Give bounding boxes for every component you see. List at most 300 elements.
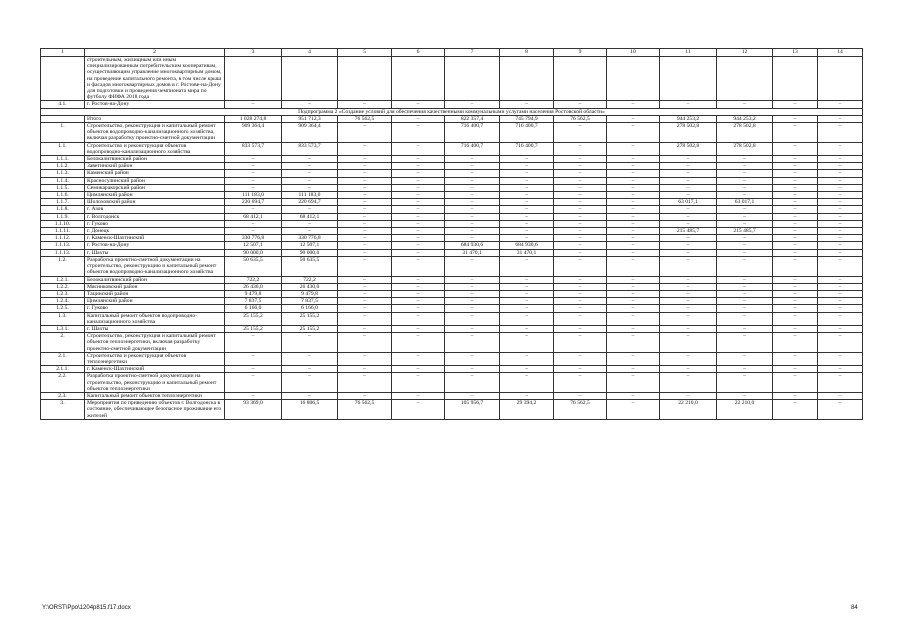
- value-cell: –: [554, 305, 607, 312]
- value-cell: –: [660, 373, 717, 393]
- value-cell: –: [773, 290, 818, 297]
- value-cell: 716 400,7: [445, 123, 500, 143]
- value-cell: –: [818, 283, 863, 290]
- row-label-cell: Красносулинский район: [85, 177, 225, 184]
- table-row: [41, 163, 863, 170]
- value-cell: –: [392, 228, 445, 235]
- value-cell: –: [338, 199, 392, 206]
- row-label-cell: Разработка проектно-сметной документации на строительство, реконструкцию и капитальный ремонт объектов водопроводно-канализационного хозяйства: [85, 256, 225, 276]
- row-number-cell: 1.2.4.: [41, 298, 85, 305]
- value-cell: –: [773, 199, 818, 206]
- value-cell: –: [338, 352, 392, 365]
- value-cell: –: [225, 163, 282, 170]
- value-cell: –: [607, 400, 660, 420]
- value-cell: –: [660, 192, 717, 199]
- value-cell: –: [660, 184, 717, 191]
- value-cell: –: [607, 392, 660, 399]
- value-cell: –: [818, 400, 863, 420]
- table-row: [41, 101, 863, 108]
- value-cell: –: [500, 156, 554, 163]
- row-number-cell: 1.2.2.: [41, 283, 85, 290]
- value-cell: –: [554, 101, 607, 108]
- value-cell: –: [338, 123, 392, 143]
- table-row: [41, 256, 863, 276]
- value-cell: –: [392, 249, 445, 256]
- value-cell: –: [660, 333, 717, 353]
- table-row: [41, 199, 863, 206]
- value-cell: –: [773, 333, 818, 353]
- value-cell: 93 369,0: [225, 400, 282, 420]
- value-cell: –: [445, 276, 500, 283]
- value-cell: 12 507,1: [225, 242, 282, 249]
- value-cell: –: [818, 101, 863, 108]
- value-cell: –: [282, 177, 338, 184]
- value-cell: 68 412,1: [225, 213, 282, 220]
- value-cell: –: [500, 366, 554, 373]
- value-cell: –: [500, 163, 554, 170]
- value-cell: –: [282, 228, 338, 235]
- value-cell: –: [500, 170, 554, 177]
- value-cell: 29 394,2: [500, 400, 554, 420]
- value-cell: –: [500, 184, 554, 191]
- value-cell: –: [660, 242, 717, 249]
- value-cell: –: [773, 276, 818, 283]
- value-cell: –: [660, 163, 717, 170]
- value-cell: –: [392, 283, 445, 290]
- value-cell: –: [607, 325, 660, 332]
- value-cell: –: [338, 392, 392, 399]
- value-cell: 1 028 274,8: [225, 115, 282, 122]
- value-cell: –: [338, 228, 392, 235]
- value-cell: –: [338, 235, 392, 242]
- column-header: 3: [225, 49, 282, 57]
- value-cell: –: [392, 400, 445, 420]
- value-cell: –: [607, 142, 660, 155]
- value-cell: –: [392, 213, 445, 220]
- value-cell: [660, 57, 717, 101]
- value-cell: –: [282, 156, 338, 163]
- value-cell: [607, 57, 660, 101]
- table-row: [41, 192, 863, 199]
- value-cell: –: [607, 163, 660, 170]
- value-cell: –: [660, 235, 717, 242]
- value-cell: –: [660, 249, 717, 256]
- value-cell: –: [392, 101, 445, 108]
- row-number-cell: 3.: [41, 400, 85, 420]
- row-label-cell: Капитальный ремонт объектов водопроводно-канализационного хозяйства: [85, 312, 225, 325]
- value-cell: –: [554, 283, 607, 290]
- value-cell: 684 930,6: [445, 242, 500, 249]
- value-cell: –: [445, 163, 500, 170]
- value-cell: –: [392, 115, 445, 122]
- value-cell: –: [445, 213, 500, 220]
- value-cell: –: [445, 206, 500, 213]
- row-number-cell: 1.1.9.: [41, 213, 85, 220]
- value-cell: [500, 57, 554, 101]
- value-cell: 6 166,0: [282, 305, 338, 312]
- value-cell: –: [392, 206, 445, 213]
- value-cell: –: [607, 115, 660, 122]
- value-cell: –: [445, 312, 500, 325]
- value-cell: –: [818, 170, 863, 177]
- value-cell: –: [607, 228, 660, 235]
- value-cell: 76 562,5: [554, 115, 607, 122]
- value-cell: –: [607, 333, 660, 353]
- value-cell: –: [445, 220, 500, 227]
- table-row: [41, 290, 863, 297]
- value-cell: 76 562,5: [338, 115, 392, 122]
- value-cell: –: [607, 220, 660, 227]
- value-cell: 50 635,5: [225, 256, 282, 276]
- value-cell: –: [773, 115, 818, 122]
- value-cell: –: [773, 163, 818, 170]
- value-cell: –: [660, 256, 717, 276]
- row-number-cell: 1.1.2.: [41, 163, 85, 170]
- value-cell: –: [500, 392, 554, 399]
- table-row: [41, 392, 863, 399]
- value-cell: –: [554, 228, 607, 235]
- value-cell: –: [282, 220, 338, 227]
- value-cell: –: [607, 242, 660, 249]
- value-cell: 22 210,0: [660, 400, 717, 420]
- value-cell: –: [818, 276, 863, 283]
- value-cell: –: [392, 199, 445, 206]
- value-cell: –: [717, 101, 773, 108]
- value-cell: 278 502,8: [660, 123, 717, 143]
- value-cell: –: [660, 276, 717, 283]
- row-number-cell: 1.1.13.: [41, 242, 85, 249]
- value-cell: –: [225, 228, 282, 235]
- row-label-cell: г. Каменск-Шахтинский: [85, 235, 225, 242]
- table-row: [41, 305, 863, 312]
- value-cell: –: [607, 283, 660, 290]
- value-cell: –: [225, 366, 282, 373]
- row-label-cell: Строительство и реконструкция объектов водопроводно-канализационного хозяйства: [85, 142, 225, 155]
- value-cell: –: [660, 213, 717, 220]
- value-cell: –: [660, 366, 717, 373]
- table-row: [41, 156, 863, 163]
- row-label-cell: г. Ростов-на-Дону: [85, 242, 225, 249]
- row-label-cell: Мероприятия по приведению объектов г. Волгодонска в состояние, обеспечивающее безопасное проживание его жителей: [85, 400, 225, 420]
- row-label-cell: Мясниковский район: [85, 283, 225, 290]
- value-cell: –: [773, 312, 818, 325]
- value-cell: –: [818, 333, 863, 353]
- value-cell: –: [225, 177, 282, 184]
- value-cell: –: [392, 142, 445, 155]
- value-cell: –: [338, 276, 392, 283]
- value-cell: 25 155,2: [225, 325, 282, 332]
- value-cell: 745 794,9: [500, 115, 554, 122]
- value-cell: –: [282, 170, 338, 177]
- value-cell: –: [717, 242, 773, 249]
- table-row: [41, 115, 863, 122]
- value-cell: –: [660, 298, 717, 305]
- value-cell: –: [282, 333, 338, 353]
- value-cell: –: [818, 192, 863, 199]
- value-cell: 50 635,5: [282, 256, 338, 276]
- row-number-cell: 2.: [41, 333, 85, 353]
- row-number-cell: 1.1.10.: [41, 220, 85, 227]
- row-label-cell: Заветинский район: [85, 163, 225, 170]
- value-cell: –: [773, 213, 818, 220]
- value-cell: –: [338, 163, 392, 170]
- budget-table: [40, 48, 863, 420]
- value-cell: –: [338, 156, 392, 163]
- value-cell: 716 400,7: [500, 123, 554, 143]
- table-row: [41, 283, 863, 290]
- value-cell: –: [818, 235, 863, 242]
- row-number-cell: 1.2.3.: [41, 290, 85, 297]
- value-cell: 31 470,1: [445, 249, 500, 256]
- value-cell: –: [717, 325, 773, 332]
- value-cell: –: [282, 206, 338, 213]
- value-cell: –: [717, 352, 773, 365]
- value-cell: –: [338, 184, 392, 191]
- value-cell: –: [445, 228, 500, 235]
- value-cell: –: [338, 333, 392, 353]
- value-cell: –: [818, 305, 863, 312]
- value-cell: –: [660, 352, 717, 365]
- value-cell: 278 502,8: [660, 142, 717, 155]
- value-cell: –: [338, 177, 392, 184]
- value-cell: –: [445, 366, 500, 373]
- value-cell: –: [392, 220, 445, 227]
- value-cell: –: [717, 333, 773, 353]
- value-cell: –: [338, 373, 392, 393]
- value-cell: –: [445, 298, 500, 305]
- value-cell: 909 364,4: [282, 123, 338, 143]
- value-cell: –: [225, 352, 282, 365]
- value-cell: 111 183,0: [225, 192, 282, 199]
- value-cell: –: [392, 170, 445, 177]
- row-number-cell: 1.1.4.: [41, 177, 85, 184]
- value-cell: –: [445, 170, 500, 177]
- value-cell: –: [554, 206, 607, 213]
- value-cell: –: [500, 312, 554, 325]
- value-cell: –: [445, 256, 500, 276]
- value-cell: –: [717, 290, 773, 297]
- value-cell: –: [500, 333, 554, 353]
- value-cell: –: [773, 177, 818, 184]
- value-cell: 9 479,8: [225, 290, 282, 297]
- value-cell: –: [554, 213, 607, 220]
- value-cell: –: [717, 220, 773, 227]
- value-cell: 330 776,8: [225, 235, 282, 242]
- value-cell: –: [607, 373, 660, 393]
- value-cell: –: [500, 228, 554, 235]
- value-cell: –: [818, 184, 863, 191]
- value-cell: –: [717, 177, 773, 184]
- value-cell: –: [660, 170, 717, 177]
- value-cell: 215 485,7: [660, 228, 717, 235]
- value-cell: –: [607, 256, 660, 276]
- value-cell: –: [660, 290, 717, 297]
- value-cell: –: [773, 206, 818, 213]
- value-cell: –: [554, 170, 607, 177]
- value-cell: 6 166,0: [225, 305, 282, 312]
- column-header: 10: [607, 49, 660, 57]
- column-header: 12: [717, 49, 773, 57]
- value-cell: 7 837,5: [225, 298, 282, 305]
- value-cell: [445, 57, 500, 101]
- value-cell: 220 694,7: [282, 199, 338, 206]
- value-cell: –: [392, 184, 445, 191]
- value-cell: –: [773, 184, 818, 191]
- row-label-cell: г. Гуково: [85, 305, 225, 312]
- value-cell: –: [338, 101, 392, 108]
- column-header: 5: [338, 49, 392, 57]
- value-cell: –: [282, 373, 338, 393]
- value-cell: –: [607, 298, 660, 305]
- row-number-cell: 4.1.: [41, 101, 85, 108]
- row-label-cell: Разработка проектно-сметной документации на строительство, реконструкцию и капитальный ремонт объектов теплоэнергетики: [85, 373, 225, 393]
- value-cell: –: [338, 283, 392, 290]
- value-cell: –: [225, 101, 282, 108]
- table-row: [41, 298, 863, 305]
- value-cell: –: [554, 312, 607, 325]
- value-cell: –: [773, 192, 818, 199]
- value-cell: 944 253,2: [660, 115, 717, 122]
- row-number-cell: 1.3.: [41, 312, 85, 325]
- value-cell: –: [773, 242, 818, 249]
- table-row: [41, 325, 863, 332]
- value-cell: –: [773, 220, 818, 227]
- value-cell: –: [773, 256, 818, 276]
- value-cell: –: [338, 242, 392, 249]
- value-cell: –: [818, 142, 863, 155]
- value-cell: –: [500, 213, 554, 220]
- value-cell: –: [500, 101, 554, 108]
- value-cell: –: [500, 298, 554, 305]
- row-label-cell: Белокалитвинский район: [85, 156, 225, 163]
- value-cell: –: [338, 142, 392, 155]
- row-number-cell: [41, 115, 85, 122]
- value-cell: –: [717, 256, 773, 276]
- value-cell: –: [392, 177, 445, 184]
- value-cell: –: [445, 333, 500, 353]
- row-number-cell: 1.: [41, 123, 85, 143]
- column-header: 14: [818, 49, 863, 57]
- value-cell: 951 712,3: [282, 115, 338, 122]
- value-cell: –: [225, 220, 282, 227]
- value-cell: 684 930,6: [500, 242, 554, 249]
- value-cell: –: [282, 352, 338, 365]
- value-cell: 25 155,2: [225, 312, 282, 325]
- value-cell: –: [392, 325, 445, 332]
- value-cell: 111 183,0: [282, 192, 338, 199]
- value-cell: –: [717, 192, 773, 199]
- value-cell: –: [660, 283, 717, 290]
- value-cell: –: [500, 283, 554, 290]
- table-row: [41, 123, 863, 143]
- value-cell: –: [338, 366, 392, 373]
- value-cell: –: [607, 305, 660, 312]
- row-number-cell: 1.1.: [41, 142, 85, 155]
- row-label-cell: Итого: [85, 115, 225, 122]
- value-cell: 9 479,8: [282, 290, 338, 297]
- value-cell: –: [338, 312, 392, 325]
- value-cell: –: [607, 352, 660, 365]
- value-cell: –: [445, 325, 500, 332]
- row-number-cell: 1.1.7.: [41, 199, 85, 206]
- value-cell: –: [717, 163, 773, 170]
- value-cell: –: [773, 392, 818, 399]
- value-cell: 31 470,1: [500, 249, 554, 256]
- row-label-cell: Каменский район: [85, 170, 225, 177]
- value-cell: –: [717, 392, 773, 399]
- table-row: [41, 184, 863, 191]
- value-cell: –: [500, 235, 554, 242]
- value-cell: –: [225, 184, 282, 191]
- value-cell: –: [818, 213, 863, 220]
- value-cell: –: [392, 192, 445, 199]
- table-row: [41, 312, 863, 325]
- row-number-cell: 1.2.: [41, 256, 85, 276]
- table-row: [41, 235, 863, 242]
- value-cell: 26 430,0: [225, 283, 282, 290]
- row-label-cell: Строительство, реконструкция и капитальный ремонт объектов теплоэнергетики, включая разработку проектно-сметной документации: [85, 333, 225, 353]
- value-cell: –: [554, 352, 607, 365]
- value-cell: –: [445, 373, 500, 393]
- value-cell: 7 837,5: [282, 298, 338, 305]
- row-label-cell: Цимлянский район: [85, 192, 225, 199]
- footer-file-path: Y:\ORST\Ppo\1204p815.f17.docx: [42, 605, 131, 611]
- column-header: 6: [392, 49, 445, 57]
- value-cell: –: [717, 373, 773, 393]
- value-cell: –: [554, 392, 607, 399]
- value-cell: 26 430,0: [282, 283, 338, 290]
- value-cell: –: [392, 366, 445, 373]
- value-cell: –: [717, 312, 773, 325]
- value-cell: [717, 57, 773, 101]
- value-cell: 220 694,7: [225, 199, 282, 206]
- value-cell: 833 573,7: [225, 142, 282, 155]
- column-header: 11: [660, 49, 717, 57]
- row-label-cell: г. Каменск-Шахтинский: [85, 366, 225, 373]
- value-cell: –: [392, 276, 445, 283]
- row-label-cell: г. Донецк: [85, 228, 225, 235]
- table-row: [41, 142, 863, 155]
- value-cell: –: [607, 101, 660, 108]
- value-cell: 16 806,5: [282, 400, 338, 420]
- value-cell: 63 017,1: [717, 199, 773, 206]
- value-cell: 909 364,4: [225, 123, 282, 143]
- value-cell: –: [818, 373, 863, 393]
- value-cell: –: [392, 123, 445, 143]
- value-cell: –: [500, 220, 554, 227]
- value-cell: –: [818, 115, 863, 122]
- table-row: [41, 373, 863, 393]
- value-cell: –: [338, 220, 392, 227]
- column-header: 7: [445, 49, 500, 57]
- column-header: 1: [41, 49, 85, 57]
- table-row: [41, 366, 863, 373]
- value-cell: –: [818, 392, 863, 399]
- row-label-cell: Цимлянский район: [85, 298, 225, 305]
- value-cell: –: [445, 290, 500, 297]
- table-row: [41, 213, 863, 220]
- value-cell: 63 017,1: [660, 199, 717, 206]
- value-cell: –: [338, 206, 392, 213]
- value-cell: –: [773, 101, 818, 108]
- value-cell: –: [554, 276, 607, 283]
- value-cell: –: [338, 290, 392, 297]
- value-cell: –: [282, 101, 338, 108]
- value-cell: –: [773, 373, 818, 393]
- value-cell: [392, 57, 445, 101]
- value-cell: –: [818, 290, 863, 297]
- value-cell: –: [773, 366, 818, 373]
